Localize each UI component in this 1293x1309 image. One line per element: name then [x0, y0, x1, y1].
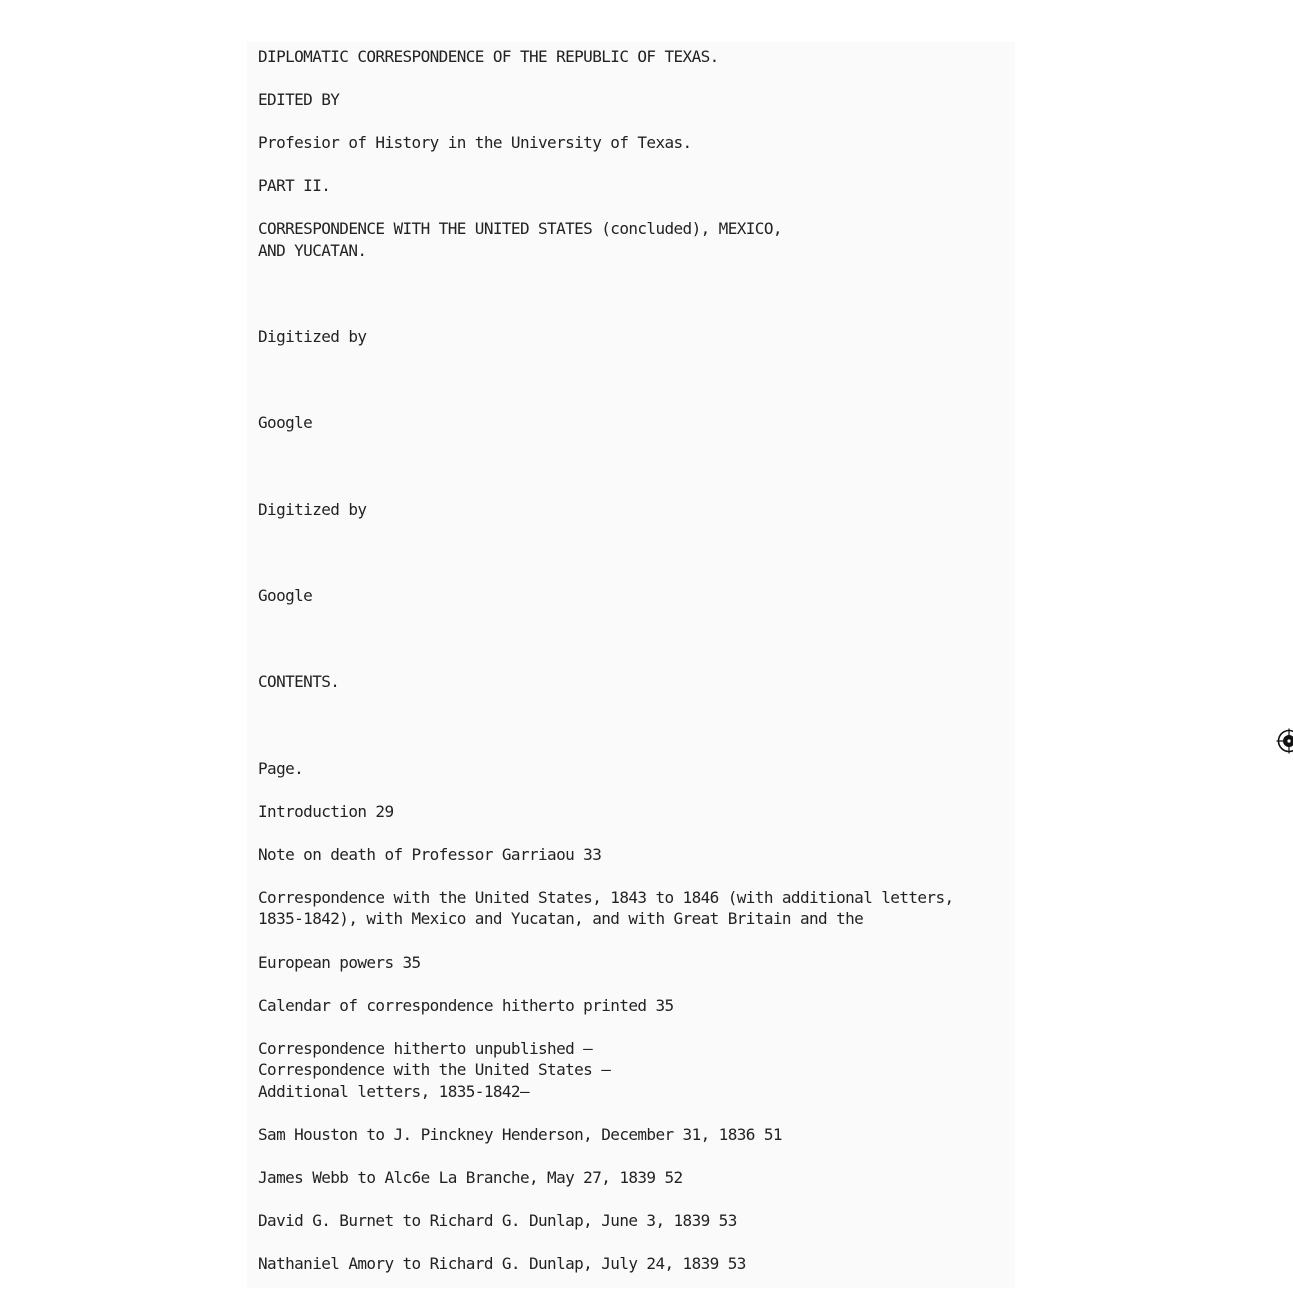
digitized-by-text: Digitized by [258, 500, 367, 519]
contents-entry: James Webb to Alc6e La Branche, May 27, 1839 52 [258, 1168, 683, 1187]
part-heading: PART II. [258, 176, 331, 195]
part-subtitle-line-1: CORRESPONDENCE WITH THE UNITED STATES (concluded), MEXICO, [258, 219, 782, 238]
contents-entry: European powers 35 [258, 953, 421, 972]
google-text: Google [258, 586, 313, 605]
editor-affiliation: Profesior of History in the University of Texas. [258, 133, 692, 152]
crosshair-circle-icon [1276, 728, 1293, 754]
document-page [247, 42, 1015, 1288]
document-title: DIPLOMATIC CORRESPONDENCE OF THE REPUBLIC OF TEXAS. [258, 47, 719, 66]
contents-entry: 1835-1842), with Mexico and Yucatan, and with Great Britain and the [258, 909, 864, 928]
contents-entry: Nathaniel Amory to Richard G. Dunlap, July 24, 1839 53 [258, 1254, 746, 1273]
contents-heading: CONTENTS. [258, 672, 340, 691]
contents-entry: Correspondence with the United States, 1843 to 1846 (with additional letters, [258, 888, 954, 907]
contents-entry: David G. Burnet to Richard G. Dunlap, June 3, 1839 53 [258, 1211, 737, 1230]
part-subtitle-line-2: AND YUCATAN. [258, 241, 367, 260]
google-text: Google [258, 413, 313, 432]
editor-line: EDITED BY [258, 90, 340, 109]
digitized-by-text: Digitized by [258, 327, 367, 346]
contents-entry: Additional letters, 1835-1842— [258, 1082, 529, 1101]
contents-entry: Correspondence with the United States — [258, 1060, 611, 1079]
contents-entry: Sam Houston to J. Pinckney Henderson, December 31, 1836 51 [258, 1125, 782, 1144]
contents-entry: Note on death of Professor Garriaou 33 [258, 845, 602, 864]
contents-entry: Introduction 29 [258, 802, 394, 821]
page-column-header: Page. [258, 759, 304, 778]
contents-entry: Correspondence hitherto unpublished — [258, 1039, 593, 1058]
contents-entry: Calendar of correspondence hitherto printed 35 [258, 996, 674, 1015]
